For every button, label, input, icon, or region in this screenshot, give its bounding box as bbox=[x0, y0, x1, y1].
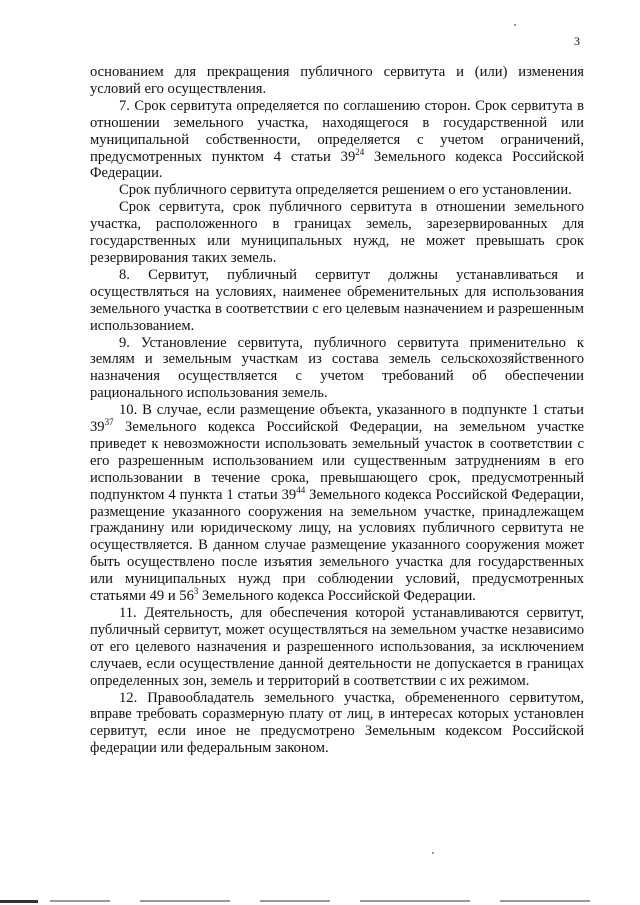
page-number: 3 bbox=[574, 34, 580, 48]
scan-speck bbox=[432, 852, 434, 854]
paragraph-10: 10. В случае, если размещение объекта, указанного в подпункте 1 статьи $39^{37}$ Земельного кодекса Российской Федерации, на земельном участке приведет к невозможности использовать земельный участок в соответствии с его разрешенным использованием или существенным затруднениям в его использовании в течение срока, превышающего срок, предусмотренный подпунктом 4 пункта 1 статьи $39^{44}$ Земельного кодекса Российской Федерации, размещение указанного сооружения на земельном участке, принадлежащем гражданину или юридическому лицу, на условиях публичного сервитута не осуществляется. В данном случае размещение указанного сооружения может быть осуществлено после изъятия земельного участка для государственных или муниципальных нужд при соблюдении условий, предусмотренных статьями 49 и $56^3$ Земельного кодекса Российской Федерации. bbox=[90, 402, 584, 605]
document-body bbox=[90, 64, 584, 757]
paragraph-continuation: основанием для прекращения публичного сервитута и (или) изменения условий его осуществления. bbox=[90, 64, 584, 97]
paragraph-11: 11. Деятельность, для обеспечения которой устанавливаются сервитут, публичный сервитут, может осуществляться на земельном участке независимо от его целевого назначения и разрешенного использования, за исключением случаев, если осуществление данной деятельности не допускается в границах определенных зон, земель и территорий в соответствии с их режимом. bbox=[90, 605, 584, 689]
scan-speck bbox=[514, 24, 516, 26]
paragraph-7: 7. Срок сервитута определяется по соглашению сторон. Срок сервитута в отношении земельного участка, находящегося в государственной или муниципальной собственности, определяется с учетом ограничений, предусмотренных пунктом 4 статьи $39^{24}$ Земельного кодекса Российской Федерации. bbox=[90, 97, 584, 182]
paragraph-public-servitude-term: Срок публичного сервитута определяется решением о его установлении. bbox=[119, 182, 572, 199]
paragraph-12: 12. Правообладатель земельного участка, обремененного сервитутом, вправе требовать соразмерную плату от лиц, в интересах которых установлен сервитут, если иное не предусмотрено Земельным кодексом Российской федерации или федеральным законом. bbox=[90, 689, 584, 757]
paragraph-9: 9. Установление сервитута, публичного сервитута применительно к землям и земельным участкам из состава земель сельскохозяйственного назначения осуществляется с учетом требований об обеспечении рационального использования земель. bbox=[90, 334, 584, 402]
scan-edge-artifact bbox=[0, 897, 640, 905]
paragraph-8: 8. Сервитут, публичный сервитут должны устанавливаться и осуществляться на условиях, наименее обременительных для использования земельного участка в соответствии с его целевым назначением и разрешенным использованием. bbox=[90, 266, 584, 334]
paragraph-reserved-lands-term: Срок сервитута, срок публичного сервитута в отношении земельного участка, расположенного в границах земель, зарезервированных для государственных или муниципальных нужд, не может превышать срок резервирования таких земель. bbox=[90, 199, 584, 266]
